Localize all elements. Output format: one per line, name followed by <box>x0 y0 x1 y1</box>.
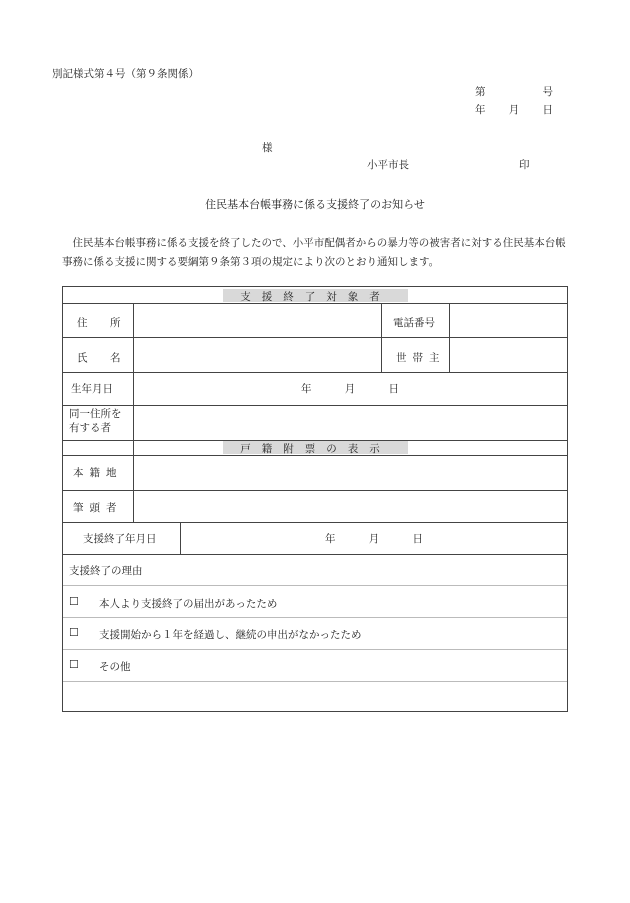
seal-mark: 印 <box>519 159 530 171</box>
reason-checkbox-1[interactable]: ☐ <box>69 595 79 608</box>
end-date-label: 支援終了年月日 <box>83 533 157 545</box>
end-date-day: 日 <box>412 533 423 545</box>
addressee-honorific: 様 <box>262 142 273 154</box>
section-header-koseki: 戸籍附票の表示 <box>240 443 391 455</box>
document-number-prefix: 第 <box>475 86 486 98</box>
household-head-label: 世帯主 <box>396 352 446 364</box>
birthdate-month: 月 <box>344 383 356 395</box>
hittousha-label: 筆頭者 <box>73 502 123 514</box>
end-date-year: 年 <box>325 533 336 545</box>
document-number <box>475 84 553 99</box>
document-date <box>475 102 553 117</box>
name-label: 氏 名 <box>77 352 127 364</box>
phone-label: 電話番号 <box>393 317 435 329</box>
birthdate-day: 日 <box>388 383 399 395</box>
sender-mayor: 小平市長 <box>367 159 409 171</box>
reason-checkbox-3[interactable]: ☐ <box>69 658 79 671</box>
honseki-label: 本籍地 <box>73 467 123 479</box>
form-number: 別記様式第４号（第９条関係） <box>52 68 199 80</box>
section-header-target: 支援終了対象者 <box>240 291 391 303</box>
end-date-field <box>325 531 423 546</box>
reason-label-3: その他 <box>99 661 131 673</box>
document-number-suffix: 号 <box>542 86 553 98</box>
reason-label-2: 支援開始から１年を経過し、継続の申出がなかったため <box>99 629 362 641</box>
document-title: 住民基本台帳事務に係る支援終了のお知らせ <box>205 198 425 211</box>
date-year: 年 <box>475 104 486 116</box>
reason-checkbox-2[interactable]: ☐ <box>69 626 79 639</box>
address-label: 住 所 <box>77 317 127 329</box>
birthdate-year: 年 <box>301 383 312 395</box>
birthdate-label: 生年月日 <box>71 383 113 395</box>
date-month: 月 <box>508 104 520 116</box>
birthdate-field <box>301 381 399 396</box>
same-address-label: 同一住所を有する者 <box>69 408 122 434</box>
reason-label-1: 本人より支援終了の届出があったため <box>99 598 278 610</box>
date-day: 日 <box>542 104 553 116</box>
end-date-month: 月 <box>368 533 380 545</box>
reason-header: 支援終了の理由 <box>69 565 143 577</box>
body-paragraph: 住民基本台帳事務に係る支援を終了したので、小平市配偶者からの暴力等の被害者に対する住民基本台帳事務に係る支援に関する要綱第９条第３項の規定により次のとおり通知します。 <box>62 237 566 268</box>
form-table <box>62 286 568 712</box>
